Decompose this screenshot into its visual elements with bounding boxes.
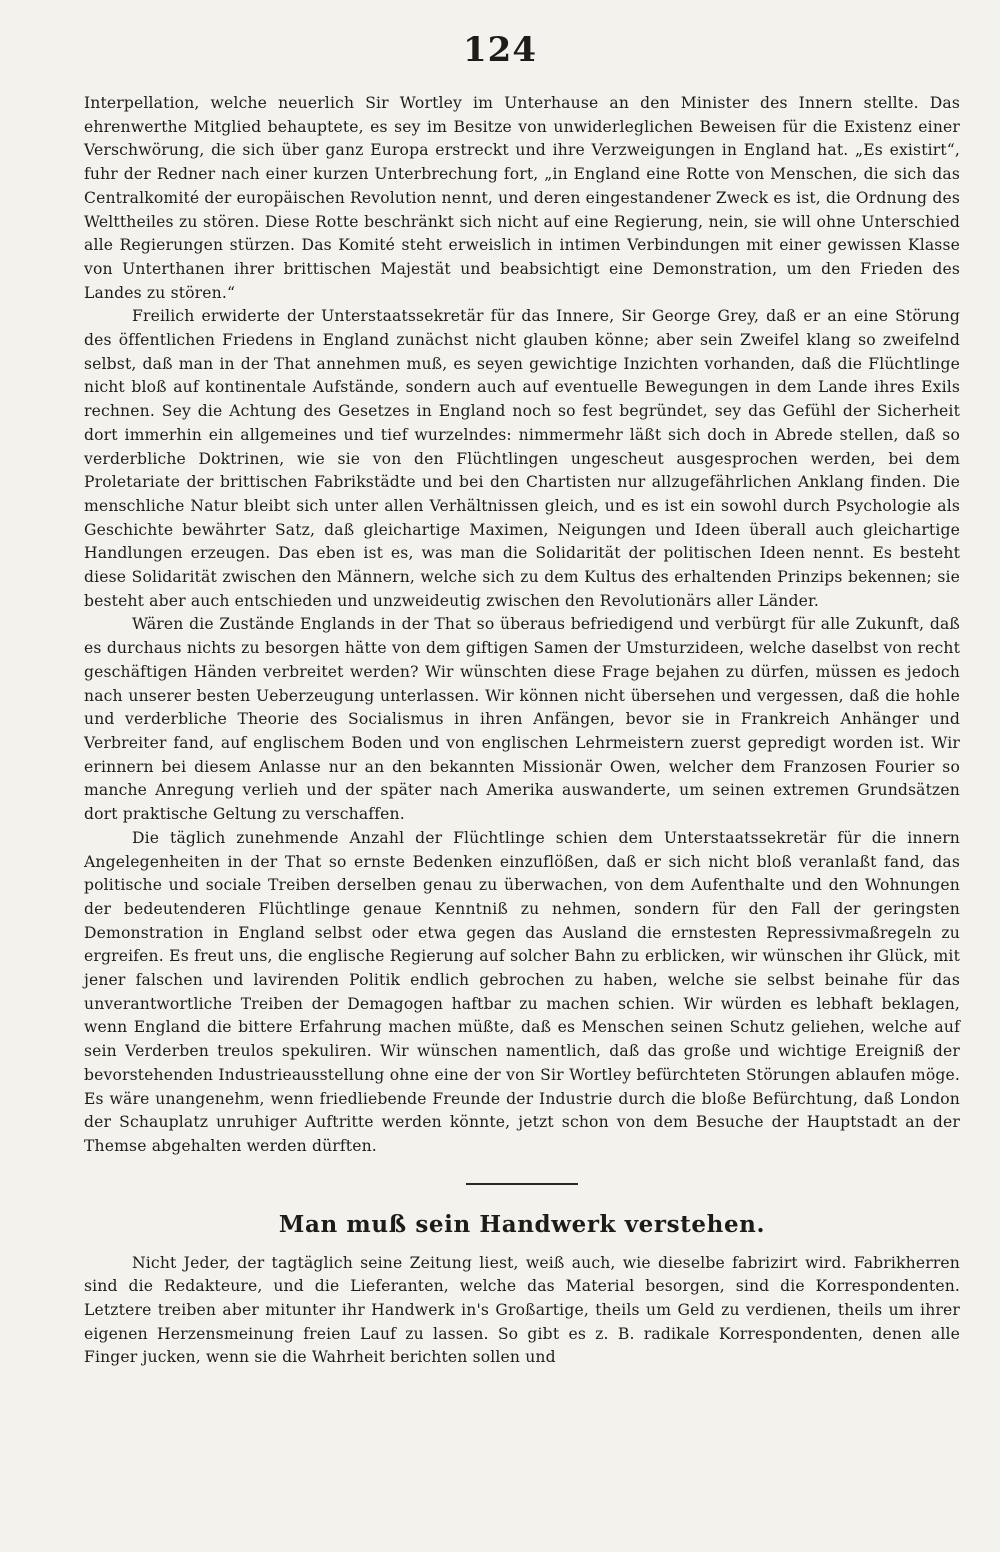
page-number: 124 xyxy=(463,30,537,70)
section-heading: Man muß sein Handwerk verstehen. xyxy=(278,1210,766,1238)
paragraph-4: Die täglich zunehmende Anzahl der Flüchtlinge schien dem Unterstaatssekretär für die innern Angelegenheiten in der That so ernste Bedenken einzuflößen, daß er sich nicht bloß veranlaßt fand, das politische und sociale Treiben derselben genau zu überwachen, von dem Aufenthalte und den Wohnungen der bedeutenderen Flüchtlinge genaue Kenntniß zu nehmen, sondern für den Fall der geringsten Demonstration in England selbst oder etwa gegen das Ausland die ernstesten Repressivmaßregeln zu ergreifen. Es freut uns, die englische Regierung auf solcher Bahn zu erblicken, wir wünschen ihr Glück, mit jener falschen und lavirenden Politik endlich gebrochen zu haben, welche sie selbst beinahe für das unverantwortliche Treiben der Demagogen haftbar zu machen schien. Wir würden es lebhaft beklagen, wenn England die bittere Erfahrung machen müßte, daß es Menschen seinen Schutz geliehen, welche auf sein Verderben treulos spekuliren. Wir wünschen namentlich, daß das große und wichtige Ereigniß der bevorstehenden Industrieausstellung ohne eine der von Sir Wortley befürchteten Störungen ablaufen möge. Es wäre unangenehm, wenn friedliebende Freunde der Industrie durch die bloße Befürchtung, daß London der Schauplatz unruhiger Auftritte werden könnte, jetzt schon von dem Besuche der Hauptstadt an der Themse abgehalten werden dürften. xyxy=(84,828,960,1155)
article-body xyxy=(84,92,960,1370)
paragraph-2: Freilich erwiderte der Unterstaatssekretär für das Innere, Sir George Grey, daß er an eine Störung des öffentlichen Friedens in England zunächst nicht glauben könne; aber sein Zweifel klang so zweifelnd selbst, daß man in der That annehmen muß, es seyen gewichtige Inzichten vorhanden, daß die Flüchtlinge nicht bloß auf kontinentale Aufstände, sondern auch auf eventuelle Bewegungen in dem Lande ihres Exils rechnen. Sey die Achtung des Gesetzes in England noch so fest begründet, sey das Gefühl der Sicherheit dort immerhin ein allgemeines und tief wurzelndes: nimmermehr läßt sich doch in Abrede stellen, daß so verderbliche Doktrinen, wie sie von den Flüchtlingen ungescheut ausgesprochen werden, bei dem Proletariate der brittischen Fabrikstädte und bei den Chartisten nur allzugefährlichen Anklang finden. Die menschliche Natur bleibt sich unter allen Verhältnissen gleich, und es ist ein sowohl durch Psychologie als Geschichte bewährter Satz, daß gleichartige Maximen, Neigungen und Ideen überall auch gleichartige Handlungen erzeugen. Das eben ist es, was man die Solidarität der politischen Ideen nennt. Es besteht diese Solidarität zwischen den Männern, welche sich zu dem Kultus des erhaltenden Prinzips bekennen; sie besteht aber auch entschieden und unzweideutig zwischen den Revolutionärs aller Länder. xyxy=(84,307,960,610)
paragraph-3: Wären die Zustände Englands in der That so überaus befriedigend und verbürgt für alle Zukunft, daß es durchaus nichts zu besorgen hätte von dem giftigen Samen der Umsturzideen, welche daselbst von recht geschäftigen Händen verbreitet werden? Wir wünschten diese Frage bejahen zu dürfen, müssen es jedoch nach unserer besten Ueberzeugung unterlassen. Wir können nicht übersehen und vergessen, daß die hohle und verderbliche Theorie des Socialismus in ihren Anfängen, bevor sie in Frankreich Anhänger und Verbreiter fand, auf englischem Boden und von englischen Lehrmeistern zuerst gepredigt worden ist. Wir erinnern bei diesem Anlasse nur an den bekannten Missionär Owen, welcher dem Franzosen Fourier so manche Anregung verlieh und der später nach Amerika auswanderte, um seinen extremen Grundsätzen dort praktische Geltung zu verschaffen. xyxy=(84,615,960,824)
paragraph-5: Nicht Jeder, der tagtäglich seine Zeitung liest, weiß auch, wie dieselbe fabrizirt wird. Fabrikherren sind die Redakteure, und die Lieferanten, welche das Material besorgen, sind die Korrespondenten. Letztere treiben aber mitunter ihr Handwerk in's Großartige, theils um Geld zu verdienen, theils um ihrer eigenen Herzensmeinung freien Lauf zu lassen. So gibt es z. B. radikale Korrespondenten, denen alle Finger jucken, wenn sie die Wahrheit berichten sollen und xyxy=(84,1253,960,1367)
section-divider xyxy=(466,1183,578,1185)
paragraph-1: Interpellation, welche neuerlich Sir Wortley im Unterhause an den Minister des Innern stellte. Das ehrenwerthe Mitglied behauptete, es sey im Besitze von unwiderleglichen Beweisen für die Existenz einer Verschwörung, die sich über ganz Europa erstreckt und ihre Verzweigungen in England hat. „Es existirt“, fuhr der Redner nach einer kurzen Unterbrechung fort, „in England eine Rotte von Menschen, die sich das Centralkomité der europäischen Revolution nennt, und deren eingestandener Zweck es ist, die Ordnung des Welttheiles zu stören. Diese Rotte beschränkt sich nicht auf eine Regierung, nein, sie will ohne Unterschied alle Regierungen stürzen. Das Komité steht erweislich in intimen Verbindungen mit einer gewissen Klasse von Unterthanen ihrer brittischen Majestät und beabsichtigt eine Demonstration, um den Frieden des Landes zu stören.“ xyxy=(84,94,960,302)
